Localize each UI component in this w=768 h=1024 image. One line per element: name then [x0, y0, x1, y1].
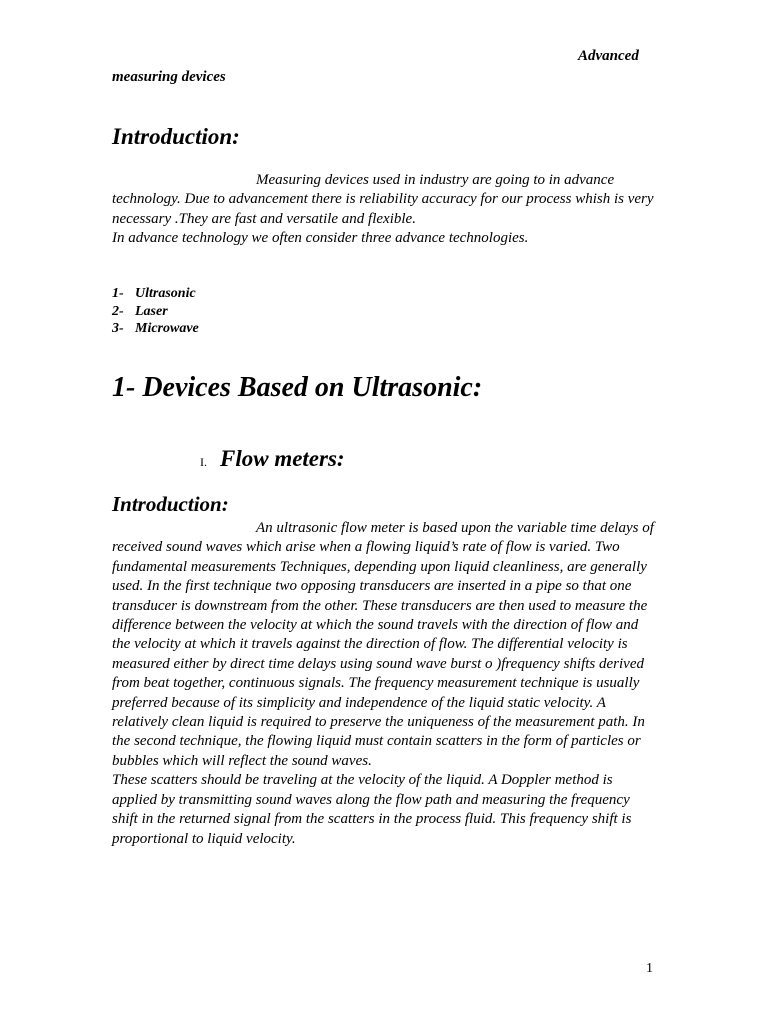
intro-second-paragraph: In advance technology we often consider three advance technologies. [112, 230, 529, 247]
subsection-number: I. [200, 455, 207, 469]
flow-intro-heading: Introduction: [112, 492, 229, 516]
flow-paragraph-rest: delays of received sound waves which arise when a flowing liquid’s rate of flow is varied. Two fundamental measurements Techniques, depending upon liquid cleanliness, are generally used. In the first technique two opposing transducers are inserted in a pipe so that one transducer is downstream from the other. These transducers are then used to measure the difference between the velocity at which the sound travels with the direction of flow and the velocity at which it travels against the direction of flow. The differential velocity is measured either by direct time delays using sound wave burst o )frequency shifts derived from beat together, continuous signals. The frequency measurement technique is usually preferred because of its simplicity and independence of the liquid static velocity. A relatively clean liquid is required to preserve the uniqueness of the measurement path. In the second technique, the flowing liquid must contain scatters in the form of particles or bubbles which will reflect the sound waves. [112, 520, 654, 769]
list-item-label: Microwave [135, 321, 199, 336]
list-item-label: Laser [135, 303, 168, 319]
header-title-right: Advanced [578, 48, 639, 64]
list-item [112, 285, 199, 303]
list-item-number: 3- [112, 321, 124, 336]
list-item-label: Ultrasonic [135, 286, 196, 301]
flow-paragraph-first-line: An ultrasonic flow meter is based upon the variable time [256, 520, 597, 536]
list-item [112, 303, 199, 321]
list-item-number: 2- [112, 303, 124, 319]
subsection-title: Flow meters: [220, 446, 345, 471]
list-item [112, 320, 199, 338]
page-number: 1 [646, 961, 653, 976]
header-title-left: measuring devices [112, 69, 226, 85]
intro-heading: Introduction: [112, 124, 240, 149]
intro-paragraph [112, 171, 657, 249]
section-heading: 1- Devices Based on Ultrasonic: [112, 372, 483, 403]
subsection-heading [200, 446, 345, 472]
intro-paragraph-rest: technology. Due to advancement there is reliability accuracy for our process whish is very necessary .They are fast and versatile and flexible. [112, 191, 654, 227]
list-item-number: 1- [112, 286, 124, 301]
flow-second-paragraph: These scatters should be traveling at the velocity of the liquid. A Doppler method is applied by transmitting sound waves along the flow path and measuring the frequency shift in the returned signal from the scatters in the process fluid. This frequency shift is proportional to liquid velocity. [112, 772, 632, 847]
flow-meter-paragraph [112, 519, 657, 849]
intro-first-line: Measuring devices used in industry are going to in advance [256, 172, 615, 188]
technology-list [112, 285, 199, 338]
